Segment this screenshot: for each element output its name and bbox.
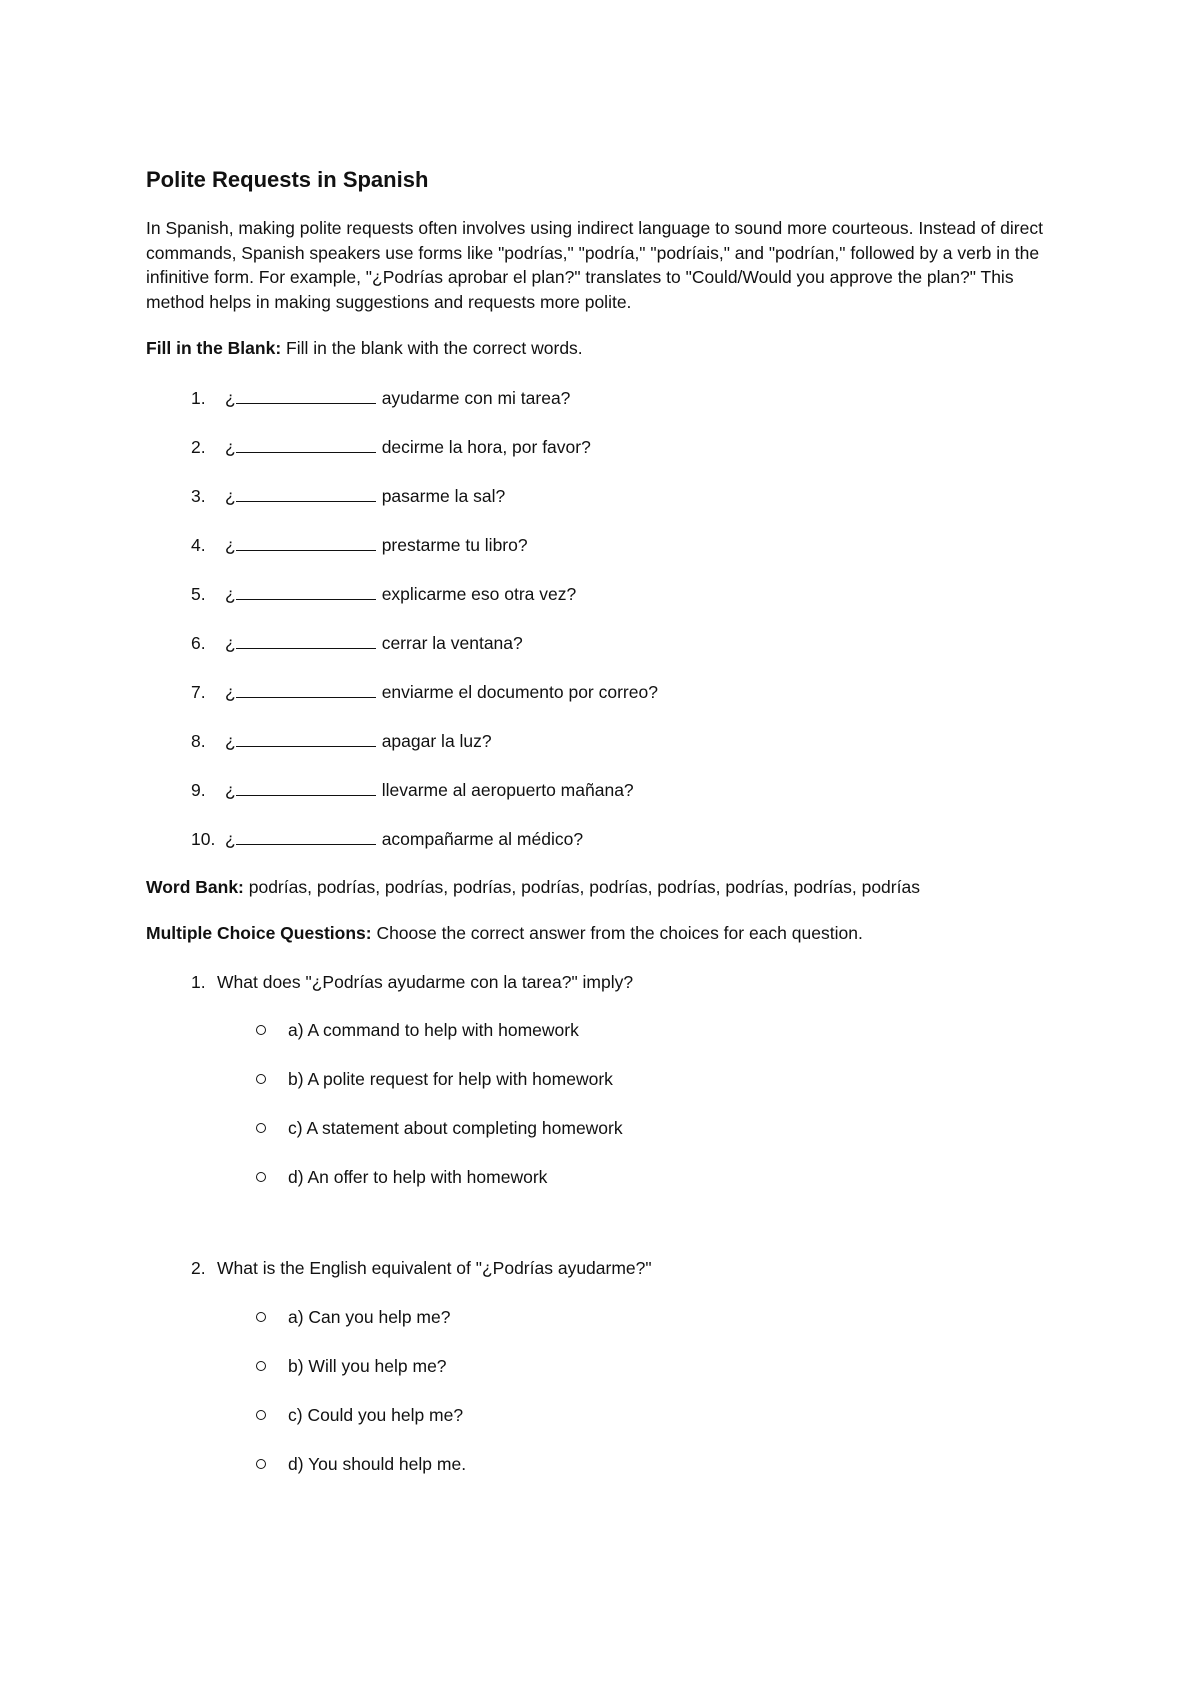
mc-options bbox=[146, 1018, 1066, 1190]
word-bank-label: Word Bank: bbox=[146, 876, 244, 897]
fill-blank-instruction: Fill in the blank with the correct words. bbox=[281, 338, 583, 358]
inverted-question-mark: ¿ bbox=[225, 534, 236, 555]
item-text: cerrar la ventana? bbox=[381, 632, 523, 653]
option-text: b) Will you help me? bbox=[288, 1355, 447, 1376]
answer-blank[interactable] bbox=[236, 679, 376, 698]
fill-blank-list bbox=[146, 385, 1066, 851]
circle-bullet-icon[interactable] bbox=[256, 1410, 266, 1420]
inverted-question-mark: ¿ bbox=[225, 681, 236, 702]
fill-blank-item bbox=[146, 483, 1066, 508]
inverted-question-mark: ¿ bbox=[225, 436, 236, 457]
answer-blank[interactable] bbox=[236, 385, 376, 404]
item-text: ayudarme con mi tarea? bbox=[381, 387, 571, 408]
word-bank-words: podrías, podrías, podrías, podrías, podrías, podrías, podrías, podrías, podrías, podrías bbox=[243, 876, 920, 897]
answer-blank[interactable] bbox=[236, 483, 376, 502]
option-text: d) You should help me. bbox=[288, 1453, 467, 1474]
item-text: llevarme al aeropuerto mañana? bbox=[381, 779, 634, 800]
mc-option[interactable] bbox=[146, 1305, 1066, 1330]
fill-blank-item bbox=[146, 434, 1066, 459]
circle-bullet-icon[interactable] bbox=[256, 1459, 266, 1469]
answer-blank[interactable] bbox=[236, 434, 376, 453]
answer-blank[interactable] bbox=[236, 532, 376, 551]
inverted-question-mark: ¿ bbox=[225, 485, 236, 506]
item-number: 7. bbox=[191, 681, 206, 702]
question-number: 2. bbox=[191, 1258, 206, 1278]
multiple-choice-label: Multiple Choice Questions: bbox=[146, 923, 372, 943]
fill-blank-item bbox=[146, 630, 1066, 655]
mc-option[interactable] bbox=[146, 1018, 1066, 1043]
multiple-choice-heading bbox=[146, 921, 1066, 946]
item-text: apagar la luz? bbox=[381, 730, 492, 751]
page-title: Polite Requests in Spanish bbox=[146, 167, 429, 192]
item-number: 3. bbox=[191, 485, 206, 506]
inverted-question-mark: ¿ bbox=[225, 828, 236, 849]
inverted-question-mark: ¿ bbox=[225, 387, 236, 408]
circle-bullet-icon[interactable] bbox=[256, 1312, 266, 1322]
inverted-question-mark: ¿ bbox=[225, 779, 236, 800]
question-number: 1. bbox=[191, 971, 206, 992]
fill-blank-item bbox=[146, 532, 1066, 557]
spacer bbox=[146, 1214, 1066, 1256]
answer-blank[interactable] bbox=[236, 630, 376, 649]
option-text: d) An offer to help with homework bbox=[288, 1167, 548, 1187]
item-number: 9. bbox=[191, 779, 206, 800]
fill-blank-label: Fill in the Blank: bbox=[146, 338, 282, 358]
mc-option[interactable] bbox=[146, 1067, 1066, 1092]
item-number: 1. bbox=[191, 387, 206, 408]
fill-blank-item bbox=[146, 679, 1066, 704]
intro-paragraph: In Spanish, making polite requests often involves using indirect language to sound more courteous. Instead of direct commands, Spanish speakers use forms like "podrías," "podría," "podríais," and "podrían," followed by a verb in the infinitive form. For example, "¿Podrías aprobar el plan?" translates to "Could/Would you approve the plan?" This method helps in making suggestions and requests more polite. bbox=[146, 218, 1043, 312]
fill-blank-item bbox=[146, 385, 1066, 410]
option-text: a) Can you help me? bbox=[288, 1306, 451, 1327]
answer-blank[interactable] bbox=[236, 728, 376, 747]
item-number: 5. bbox=[191, 583, 206, 604]
item-text: explicarme eso otra vez? bbox=[381, 583, 577, 604]
item-number: 10. bbox=[191, 828, 216, 849]
inverted-question-mark: ¿ bbox=[225, 583, 236, 604]
item-number: 6. bbox=[191, 632, 206, 653]
fill-blank-item bbox=[146, 777, 1066, 802]
fill-blank-item bbox=[146, 581, 1066, 606]
item-text: acompañarme al médico? bbox=[381, 828, 584, 849]
mc-question bbox=[146, 1256, 1066, 1281]
answer-blank[interactable] bbox=[236, 826, 376, 845]
circle-bullet-icon[interactable] bbox=[256, 1025, 266, 1035]
question-text: What does "¿Podrías ayudarme con la tarea?" imply? bbox=[217, 971, 634, 992]
mc-question bbox=[146, 970, 1066, 995]
item-number: 4. bbox=[191, 534, 206, 555]
option-text: b) A polite request for help with homework bbox=[288, 1069, 613, 1089]
mc-option[interactable] bbox=[146, 1452, 1066, 1477]
question-text: What is the English equivalent of "¿Podrías ayudarme?" bbox=[217, 1258, 652, 1278]
fill-blank-item bbox=[146, 826, 1066, 851]
inverted-question-mark: ¿ bbox=[225, 632, 236, 653]
word-bank bbox=[146, 875, 1066, 900]
item-text: pasarme la sal? bbox=[381, 485, 506, 506]
circle-bullet-icon[interactable] bbox=[256, 1123, 266, 1133]
item-text: decirme la hora, por favor? bbox=[381, 436, 591, 457]
mc-option[interactable] bbox=[146, 1403, 1066, 1428]
inverted-question-mark: ¿ bbox=[225, 730, 236, 751]
circle-bullet-icon[interactable] bbox=[256, 1172, 266, 1182]
worksheet-page bbox=[146, 164, 1066, 1501]
item-number: 2. bbox=[191, 436, 206, 457]
option-text: c) Could you help me? bbox=[288, 1404, 464, 1425]
mc-options bbox=[146, 1305, 1066, 1477]
fill-blank-heading bbox=[146, 336, 1066, 361]
item-number: 8. bbox=[191, 730, 206, 751]
item-text: prestarme tu libro? bbox=[381, 534, 528, 555]
circle-bullet-icon[interactable] bbox=[256, 1361, 266, 1371]
option-text: a) A command to help with homework bbox=[288, 1020, 579, 1040]
mc-option[interactable] bbox=[146, 1165, 1066, 1190]
option-text: c) A statement about completing homework bbox=[288, 1118, 623, 1138]
answer-blank[interactable] bbox=[236, 581, 376, 600]
multiple-choice-instruction: Choose the correct answer from the choices for each question. bbox=[371, 923, 863, 943]
mc-option[interactable] bbox=[146, 1354, 1066, 1379]
item-text: enviarme el documento por correo? bbox=[381, 681, 658, 702]
mc-option[interactable] bbox=[146, 1116, 1066, 1141]
answer-blank[interactable] bbox=[236, 777, 376, 796]
fill-blank-item bbox=[146, 728, 1066, 753]
circle-bullet-icon[interactable] bbox=[256, 1074, 266, 1084]
